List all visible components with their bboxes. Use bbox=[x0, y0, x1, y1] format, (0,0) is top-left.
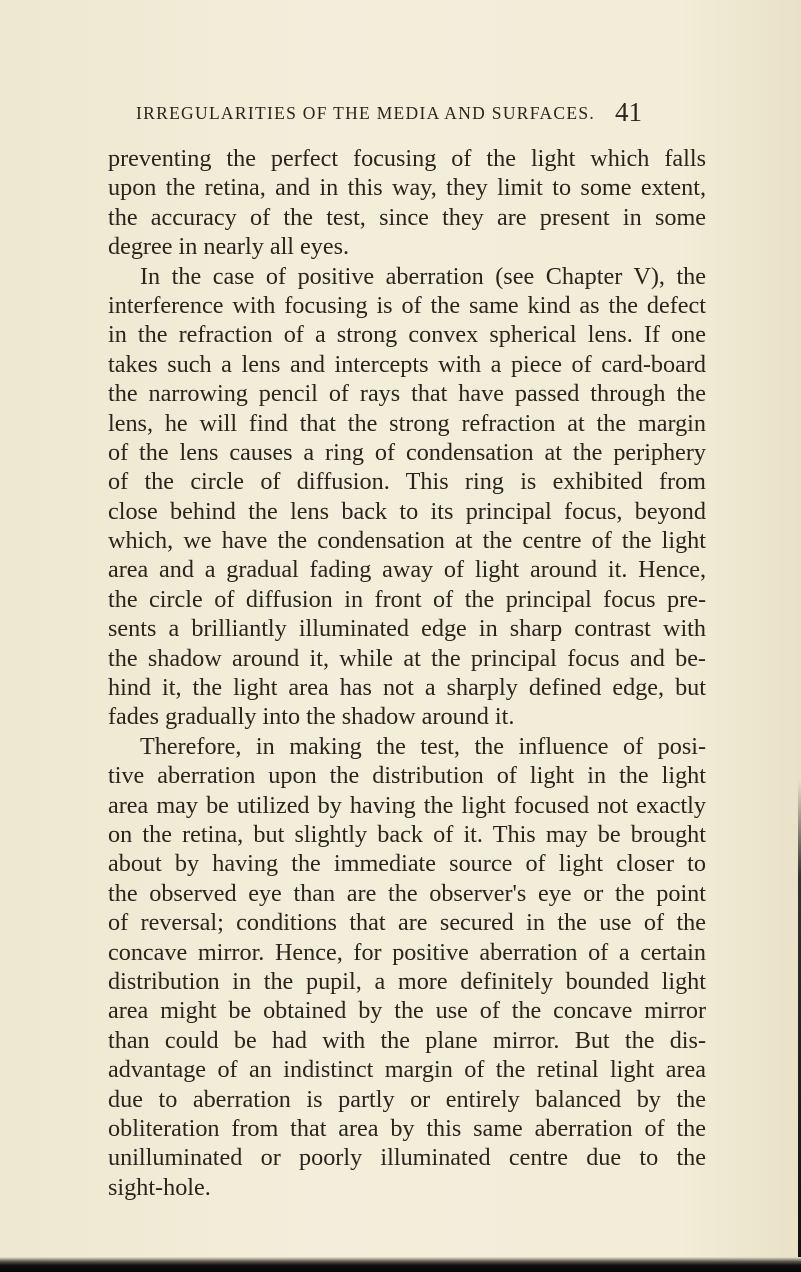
text-line: concave mirror. Hence, for positive aberration of a certain bbox=[108, 938, 706, 966]
text-line: area might be obtained by the use of the concave mirror bbox=[108, 997, 706, 1025]
text-line: the narrowing pencil of rays that have passed through the bbox=[108, 380, 706, 408]
text-line: upon the retina, and in this way, they limit to some extent, bbox=[108, 174, 706, 202]
text-line: tive aberration upon the distribution of light in the light bbox=[108, 762, 706, 790]
text-line: of reversal; conditions that are secured in the use of the bbox=[108, 909, 706, 937]
text-line: the circle of diffusion in front of the principal focus pre- bbox=[108, 585, 706, 613]
text-line: which, we have the condensation at the centre of the light bbox=[108, 527, 706, 555]
text-line: lens, he will find that the strong refraction at the margin bbox=[108, 409, 706, 437]
text-line: preventing the perfect focusing of the light which falls bbox=[108, 145, 706, 172]
text-line: interference with focusing is of the same kind as the defect bbox=[108, 291, 706, 319]
text-line: Therefore, in making the test, the influence of posi- bbox=[140, 732, 706, 760]
body-text bbox=[108, 144, 706, 1202]
text-line: sents a brilliantly illuminated edge in sharp contrast with bbox=[108, 615, 706, 643]
text-line: advantage of an indistinct margin of the retinal light area bbox=[108, 1056, 706, 1084]
text-line: the shadow around it, while at the principal focus and be- bbox=[108, 644, 706, 672]
text-line: in the refraction of a strong convex spherical lens. If one bbox=[108, 321, 706, 349]
text-line: about by having the immediate source of light closer to bbox=[108, 850, 706, 878]
text-line: the observed eye than are the observer's eye or the point bbox=[108, 879, 706, 907]
text-line: fades gradually into the shadow around it. bbox=[108, 703, 515, 731]
text-line: degree in nearly all eyes. bbox=[108, 233, 350, 261]
text-line: on the retina, but slightly back of it. This may be brought bbox=[108, 820, 706, 848]
text-line: than could be had with the plane mirror. But the dis- bbox=[108, 1026, 706, 1054]
text-line: takes such a lens and intercepts with a piece of card-board bbox=[108, 350, 706, 378]
text-line: hind it, the light area has not a sharply defined edge, but bbox=[108, 674, 706, 702]
running-title: IRREGULARITIES OF THE MEDIA AND SURFACES. bbox=[136, 103, 596, 123]
text-line: In the case of positive aberration (see Chapter V), the bbox=[140, 262, 706, 290]
text-line: area and a gradual fading away of light around it. Hence, bbox=[108, 556, 706, 584]
text-line: due to aberration is partly or entirely balanced by the bbox=[108, 1085, 706, 1113]
text-line: the accuracy of the test, since they are present in some bbox=[108, 203, 706, 231]
page-number: 41 bbox=[615, 97, 642, 127]
text-line: distribution in the pupil, a more definitely bounded light bbox=[108, 967, 706, 995]
text-line: of the lens causes a ring of condensation at the periphery bbox=[108, 438, 706, 466]
text-line: sight-hole. bbox=[108, 1173, 211, 1201]
running-head bbox=[108, 99, 708, 127]
scan-bottom-edge bbox=[0, 1257, 801, 1272]
text-line: area may be utilized by having the light focused not exactly bbox=[108, 791, 706, 819]
text-line: of the circle of diffusion. This ring is exhibited from bbox=[108, 468, 706, 496]
text-line: unilluminated or poorly illuminated centre due to the bbox=[108, 1144, 706, 1172]
text-line: close behind the lens back to its principal focus, beyond bbox=[108, 497, 706, 525]
text-line: obliteration from that area by this same aberration of the bbox=[108, 1114, 706, 1142]
